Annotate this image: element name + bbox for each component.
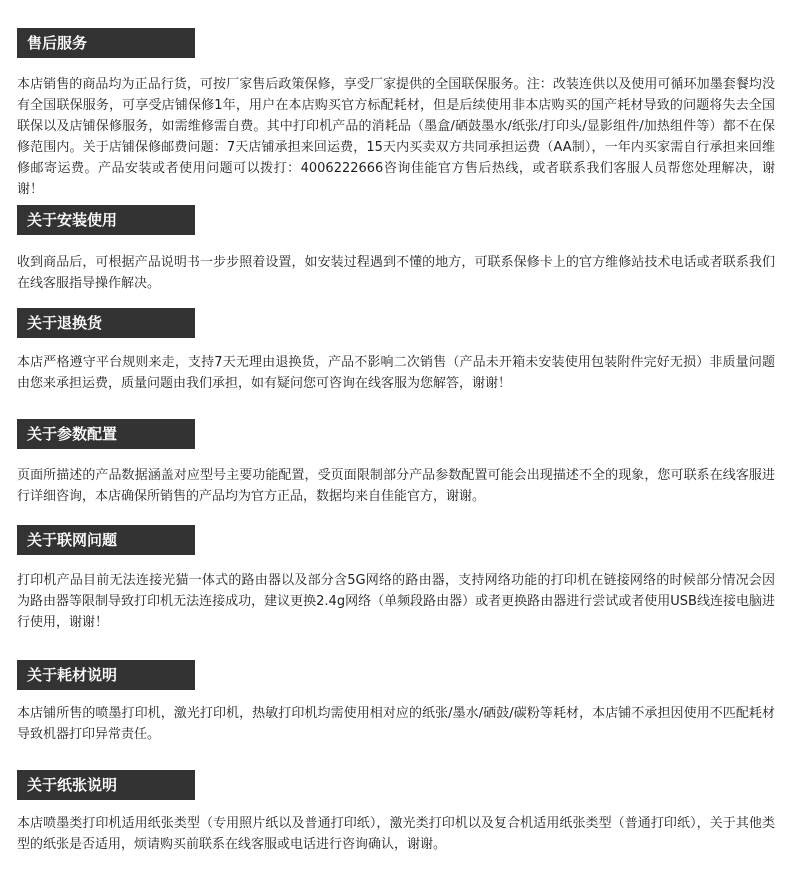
section-title: 售后服务 bbox=[17, 28, 195, 58]
section-body: 本店喷墨类打印机适用纸张类型（专用照片纸以及普通打印纸），激光类打印机以及复合机适用纸张类型（普通打印纸），关于其他类型的纸张是否适用，烦请购买前联系在线客服或电话进行咨询确认，谢谢。 bbox=[17, 816, 775, 852]
section-title: 关于参数配置 bbox=[17, 419, 195, 449]
section-title: 关于纸张说明 bbox=[17, 770, 195, 800]
section-title: 关于退换货 bbox=[17, 308, 195, 338]
section-body: 本店销售的商品均为正品行货，可按厂家售后政策保修，享受厂家提供的全国联保服务。注：改装连供以及使用可循环加墨套餐均没有全国联保服务，可享受店铺保修1年，用户在本店购买官方标配耗材，但是后续使用非本店购买的国产耗材导致的问题将失去全国联保以及店铺保修服务，如需维修需自费。其中打印机产品的消耗品（墨盒/硒鼓墨水/纸张/打印头/显影组件/加热组件等）都不在保修范围内。关于店铺保修邮费问题：7天店铺承担来回运费，15天内买卖双方共同承担运费（AA制），一年内买家需自行承担来回维修邮寄运费。产品安装或者使用问题可以拨打：4006222666咨询佳能官方售后热线，或者联系我们客服人员帮您处理解决，谢谢！ bbox=[17, 77, 775, 197]
section-title: 关于安装使用 bbox=[17, 205, 195, 235]
section-title: 关于联网问题 bbox=[17, 525, 195, 555]
section-body: 收到商品后，可根据产品说明书一步步照着设置，如安装过程遇到不懂的地方，可联系保修卡上的官方维修站技术电话或者联系我们在线客服指导操作解决。 bbox=[17, 255, 775, 291]
section-title: 关于耗材说明 bbox=[17, 660, 195, 690]
section-body: 本店严格遵守平台规则来走，支持7天无理由退换货，产品不影响二次销售（产品未开箱未安装使用包装附件完好无损）非质量问题由您来承担运费，质量问题由我们承担，如有疑问您可咨询在线客服为您解答，谢谢！ bbox=[17, 355, 775, 391]
section-body: 页面所描述的产品数据涵盖对应型号主要功能配置，受页面限制部分产品参数配置可能会出现描述不全的现象，您可联系在线客服进行详细咨询，本店确保所销售的产品均为官方正品，数据均来自佳能官方，谢谢。 bbox=[17, 468, 775, 504]
section-body: 打印机产品目前无法连接光猫一体式的路由器以及部分含5G网络的路由器，支持网络功能的打印机在链接网络的时候部分情况会因为路由器等限制导致打印机无法连接成功，建议更换2.4g网络（单频段路由器）或者更换路由器进行尝试或者使用USB线连接电脑进行使用，谢谢！ bbox=[17, 573, 775, 630]
section-body: 本店铺所售的喷墨打印机，激光打印机，热敏打印机均需使用相对应的纸张/墨水/硒鼓/碳粉等耗材，本店铺不承担因使用不匹配耗材导致机器打印异常责任。 bbox=[17, 706, 775, 742]
